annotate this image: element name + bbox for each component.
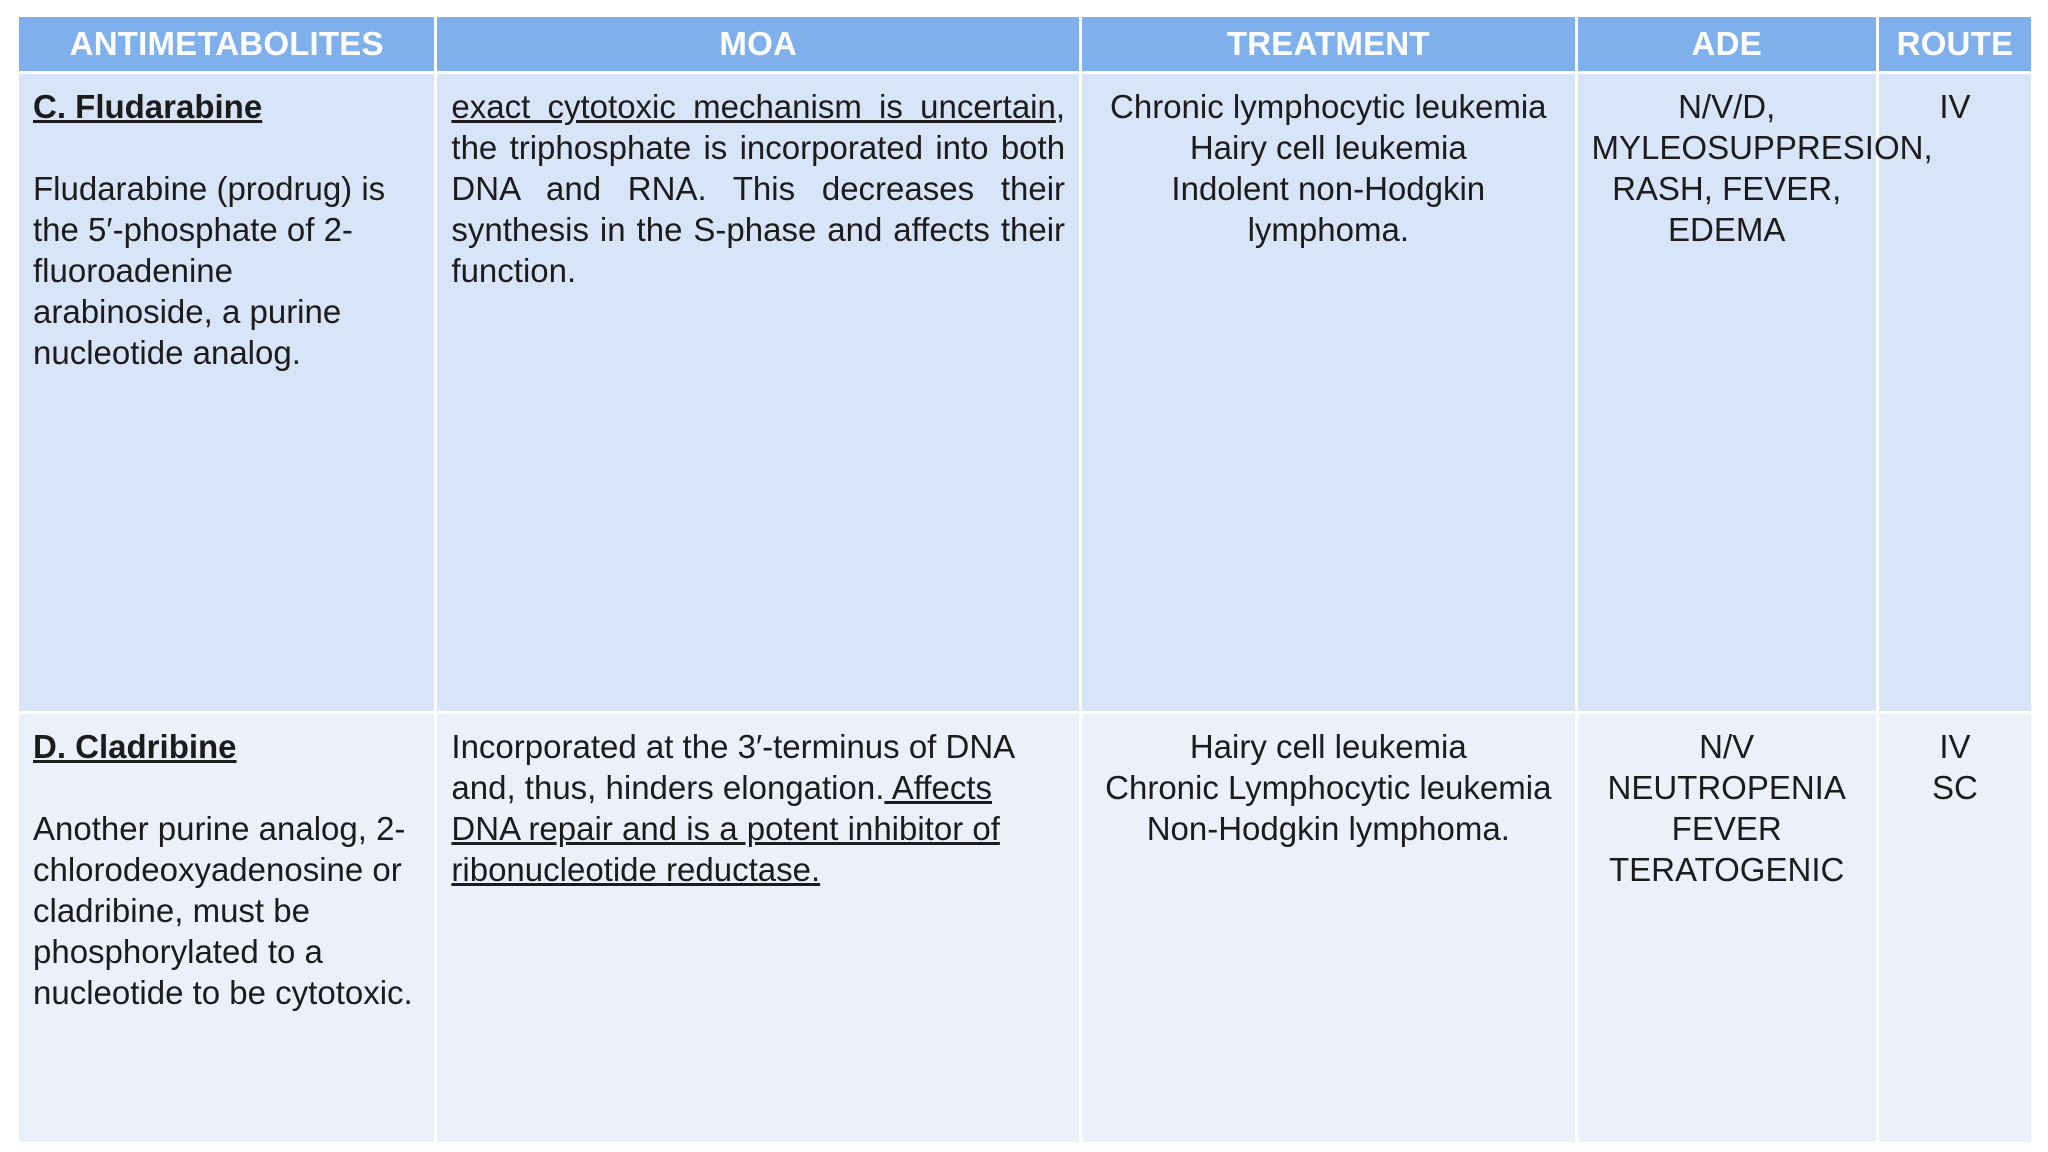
ade-item: FEVER — [1671, 810, 1782, 847]
table-row-fludarabine — [19, 74, 2031, 711]
route-item: IV — [1939, 728, 1971, 765]
moa-cell — [437, 74, 1079, 711]
treatment-item: Indolent non-Hodgkin lymphoma. — [1171, 170, 1486, 248]
header-route: ROUTE — [1879, 17, 2031, 71]
drug-description: Another purine analog, 2-chlorodeoxyadenosine or cladribine, must be phosphorylated to a nucleotide to be cytotoxic. — [33, 810, 413, 1011]
moa-underlined-text: exact cytotoxic mechanism is uncertain — [451, 88, 1056, 125]
ade-cell — [1578, 714, 1876, 1142]
drug-name: C. Fludarabine — [33, 88, 263, 125]
ade-cell — [1578, 74, 1933, 711]
moa-text: , the triphosphate is incorporated into both DNA and RNA. This decreases their synthesis in the S-phase and affects their function. — [451, 88, 1066, 289]
drug-description: Fludarabine (prodrug) is the 5′-phosphate of 2-fluoroadenine arabinoside, a purine nucleotide analog. — [33, 170, 386, 371]
ade-text: N/V/D, MYLEOSUPPRESION, RASH, FEVER, EDEMA — [1591, 88, 1933, 248]
antimetabolites-table — [16, 14, 2034, 1145]
ade-item: N/V — [1699, 728, 1755, 765]
treatment-cell — [1082, 714, 1574, 1142]
moa-underlined-text: Affects DNA repair and is a potent inhibitor of ribonucleotide reductase. — [451, 769, 1000, 888]
header-row — [19, 17, 2031, 71]
route-item: SC — [1931, 769, 1978, 806]
treatment-item: Hairy cell leukemia — [1189, 728, 1467, 765]
moa-text: Incorporated at the 3′-terminus of DNA and, thus, hinders elongation. — [451, 728, 1014, 806]
ade-item: TERATOGENIC — [1609, 851, 1845, 888]
table-row-cladribine — [19, 714, 2031, 1142]
header-treatment: TREATMENT — [1082, 17, 1574, 71]
treatment-item: Non-Hodgkin lymphoma. — [1146, 810, 1510, 847]
treatment-item: Chronic lymphocytic leukemia — [1110, 88, 1547, 125]
treatment-item: Chronic Lymphocytic leukemia — [1105, 769, 1552, 806]
ade-item: NEUTROPENIA — [1607, 769, 1846, 806]
treatment-cell — [1082, 74, 1574, 711]
drug-cell — [19, 74, 434, 711]
drug-name: D. Cladribine — [33, 728, 237, 765]
route-cell — [1879, 714, 2031, 1142]
header-moa: MOA — [437, 17, 1079, 71]
route-cell — [1879, 74, 2031, 711]
header-ade: ADE — [1578, 17, 1876, 71]
header-antimetabolites: ANTIMETABOLITES — [19, 17, 434, 71]
drug-cell — [19, 714, 434, 1142]
moa-cell — [437, 714, 1079, 1142]
route-item: IV — [1939, 88, 1971, 125]
treatment-item: Hairy cell leukemia — [1189, 129, 1467, 166]
